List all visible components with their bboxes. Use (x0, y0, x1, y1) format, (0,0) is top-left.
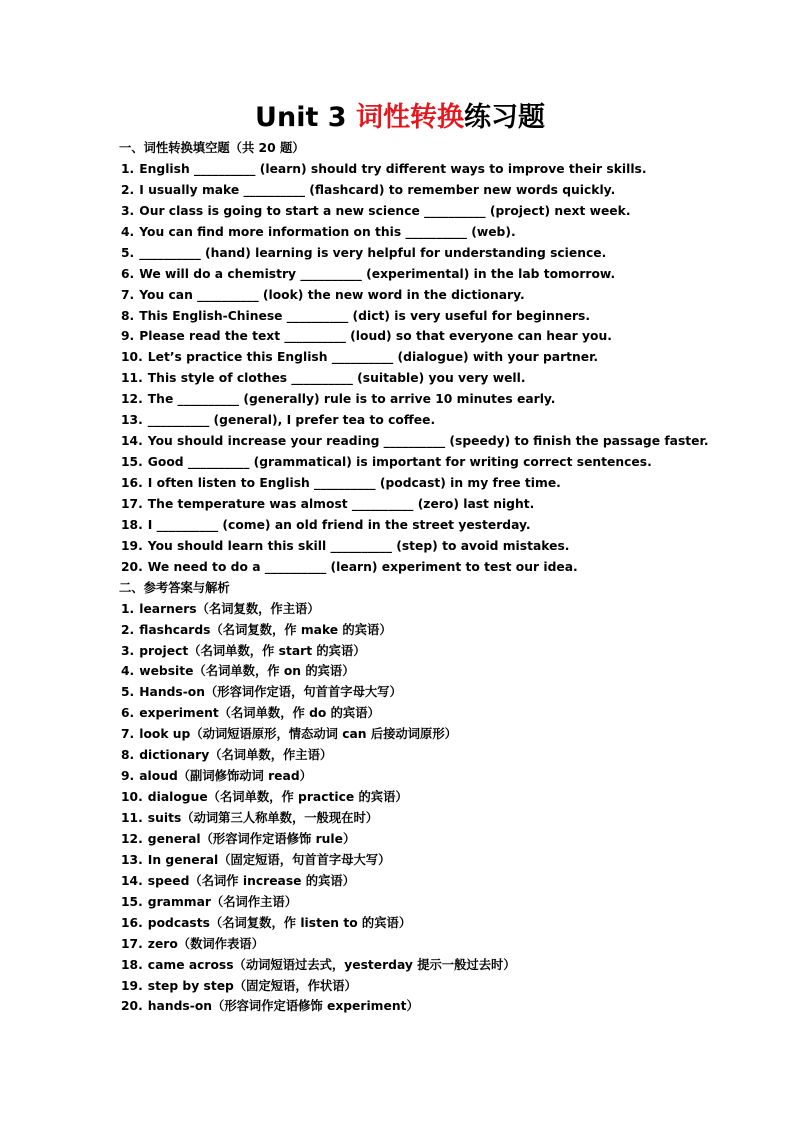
answer-item-number: 16. (121, 915, 143, 930)
answer-item (121, 892, 721, 913)
question-item (121, 285, 721, 306)
answer-item (121, 913, 721, 934)
question-item-text: I __________ (come) an old friend in the street yesterday. (147, 517, 531, 532)
question-item-number: 18. (121, 517, 143, 532)
question-item-number: 8. (121, 308, 135, 323)
question-item (121, 389, 721, 410)
question-item (121, 326, 721, 347)
answer-item-number: 11. (121, 811, 143, 825)
answer-item-text: suits（动词第三人称单数，一般现在时） (147, 811, 379, 825)
answer-item (121, 829, 721, 850)
section2-heading: 二、参考答案与解析 (119, 580, 230, 595)
question-item-text: __________ (general), I prefer tea to coffee. (147, 413, 436, 428)
answer-item-text: general（形容词作定语修饰 rule） (147, 831, 356, 846)
title-highlight: 词性转换 (355, 102, 464, 133)
answer-item-text: speed（名词作 increase 的宾语） (147, 873, 355, 888)
answer-item-number: 5. (121, 685, 135, 700)
question-item-number: 2. (121, 182, 135, 197)
answer-item-text: project（名词单数，作 start 的宾语） (139, 643, 366, 658)
answer-item-number: 1. (121, 601, 135, 616)
question-item (121, 347, 721, 368)
question-item-number: 7. (121, 287, 135, 302)
answer-item-number: 9. (121, 769, 135, 784)
answer-item-number: 20. (121, 999, 143, 1014)
answer-item-text: Hands-on（形容词作定语，句首首字母大写） (139, 685, 402, 700)
question-item-text: You can find more information on this __________ (web). (139, 224, 516, 239)
answer-item-number: 6. (121, 706, 135, 721)
answer-item (121, 745, 721, 766)
question-item-number: 9. (121, 329, 135, 344)
answer-item-text: step by step（固定短语，作状语） (147, 978, 357, 993)
question-item-text: You should increase your reading __________ (speedy) to finish the passage faster. (147, 434, 709, 449)
question-item-number: 5. (121, 245, 135, 260)
answer-item (121, 850, 721, 871)
title-suffix: 练习题 (463, 102, 545, 133)
answer-item (121, 976, 721, 997)
question-item-text: The __________ (generally) rule is to arrive 10 minutes early. (147, 392, 556, 407)
answer-item (121, 641, 721, 662)
question-item (121, 536, 721, 557)
question-item-number: 15. (121, 455, 143, 470)
worksheet-content (121, 138, 721, 1017)
question-item-text: This style of clothes __________ (suitable) you very well. (147, 371, 526, 386)
question-item-text: You should learn this skill __________ (step) to avoid mistakes. (147, 538, 570, 553)
answer-item-number: 7. (121, 727, 135, 742)
question-item-text: We need to do a __________ (learn) experiment to test our idea. (147, 559, 578, 574)
question-item-number: 10. (121, 350, 143, 365)
answer-item (121, 661, 721, 682)
question-item-text: __________ (hand) learning is very helpful for understanding science. (139, 245, 607, 260)
question-item (121, 410, 721, 431)
answer-item-number: 3. (121, 643, 135, 658)
answer-item-text: came across（动词短语过去式，yesterday 提示一般过去时） (147, 957, 516, 972)
question-item-text: English __________ (learn) should try different ways to improve their skills. (139, 161, 647, 176)
answer-item (121, 703, 721, 724)
question-item-number: 4. (121, 224, 135, 239)
answer-item-number: 18. (121, 957, 143, 972)
title-prefix: Unit 3 (255, 102, 356, 133)
answer-item-text: look up（动词短语原形，情态动词 can 后接动词原形） (139, 727, 457, 742)
question-item (121, 452, 721, 473)
answer-item (121, 766, 721, 787)
question-item-text: We will do a chemistry __________ (experimental) in the lab tomorrow. (139, 266, 616, 281)
answer-item-number: 10. (121, 790, 143, 805)
answer-item-number: 12. (121, 831, 143, 846)
answer-item-text: zero（数词作表语） (147, 936, 264, 951)
answer-item-number: 19. (121, 978, 143, 993)
answer-item (121, 996, 721, 1017)
question-item-text: Our class is going to start a new science __________ (project) next week. (139, 203, 631, 218)
question-item-number: 14. (121, 434, 143, 449)
answer-item-number: 17. (121, 936, 143, 951)
answer-item-number: 8. (121, 748, 135, 763)
question-item-number: 3. (121, 203, 135, 218)
question-item-text: Please read the text __________ (loud) so that everyone can hear you. (139, 329, 612, 344)
answer-item-text: podcasts（名词复数，作 listen to 的宾语） (147, 915, 412, 930)
question-item (121, 159, 721, 180)
question-item (121, 243, 721, 264)
question-item (121, 264, 721, 285)
answer-item-text: dictionary（名词单数，作主语） (139, 748, 333, 763)
question-item (121, 515, 721, 536)
answer-item (121, 871, 721, 892)
answer-item (121, 934, 721, 955)
question-item-text: You can __________ (look) the new word in the dictionary. (139, 287, 525, 302)
question-item-number: 19. (121, 538, 143, 553)
page-title (0, 98, 800, 138)
answer-item (121, 808, 721, 829)
question-list (121, 159, 721, 578)
answer-item-text: experiment（名词单数，作 do 的宾语） (139, 706, 380, 721)
question-item-number: 6. (121, 266, 135, 281)
answer-item-number: 13. (121, 852, 143, 867)
question-item (121, 201, 721, 222)
answer-list (121, 599, 721, 1018)
question-item (121, 222, 721, 243)
question-item (121, 557, 721, 578)
answer-item-number: 15. (121, 894, 143, 909)
question-item (121, 180, 721, 201)
question-item-number: 13. (121, 413, 143, 428)
answer-item (121, 787, 721, 808)
answer-item-text: In general（固定短语，句首首字母大写） (147, 852, 391, 867)
question-item-text: I often listen to English __________ (podcast) in my free time. (147, 476, 561, 490)
question-item-number: 17. (121, 496, 143, 511)
question-item-number: 20. (121, 559, 143, 574)
answer-item-number: 2. (121, 622, 135, 637)
answer-item-text: dialogue（名词单数，作 practice 的宾语） (147, 790, 408, 805)
question-item-number: 11. (121, 371, 143, 386)
question-item-text: This English-Chinese __________ (dict) is very useful for beginners. (139, 308, 591, 323)
answer-item-text: hands-on（形容词作定语修饰 experiment） (147, 999, 419, 1014)
question-item (121, 306, 721, 327)
section1-heading: 一、词性转换填空题（共 20 题） (119, 141, 305, 155)
question-item (121, 494, 721, 515)
answer-item (121, 955, 721, 976)
question-item-text: The temperature was almost __________ (zero) last night. (147, 496, 535, 511)
answer-item (121, 620, 721, 641)
question-item-text: Good __________ (grammatical) is important for writing correct sentences. (147, 455, 652, 470)
answer-item-text: aloud（副词修饰动词 read） (139, 769, 312, 784)
question-item-number: 1. (121, 161, 135, 176)
question-item (121, 473, 721, 494)
question-item-text: Let’s practice this English __________ (dialogue) with your partner. (147, 350, 599, 365)
question-item-text: I usually make __________ (flashcard) to remember new words quickly. (139, 182, 616, 197)
question-item-number: 16. (121, 476, 143, 490)
answer-item (121, 724, 721, 745)
answer-item-text: website（名词单数，作 on 的宾语） (139, 664, 355, 679)
answer-item-number: 4. (121, 664, 135, 679)
question-item-number: 12. (121, 392, 143, 407)
question-item (121, 431, 721, 452)
answer-item (121, 682, 721, 703)
answer-item-number: 14. (121, 873, 143, 888)
answer-item-text: learners（名词复数，作主语） (139, 601, 320, 616)
answer-item-text: flashcards（名词复数，作 make 的宾语） (139, 622, 392, 637)
answer-item-text: grammar（名词作主语） (147, 894, 298, 909)
question-item (121, 368, 721, 389)
answer-item (121, 599, 721, 620)
